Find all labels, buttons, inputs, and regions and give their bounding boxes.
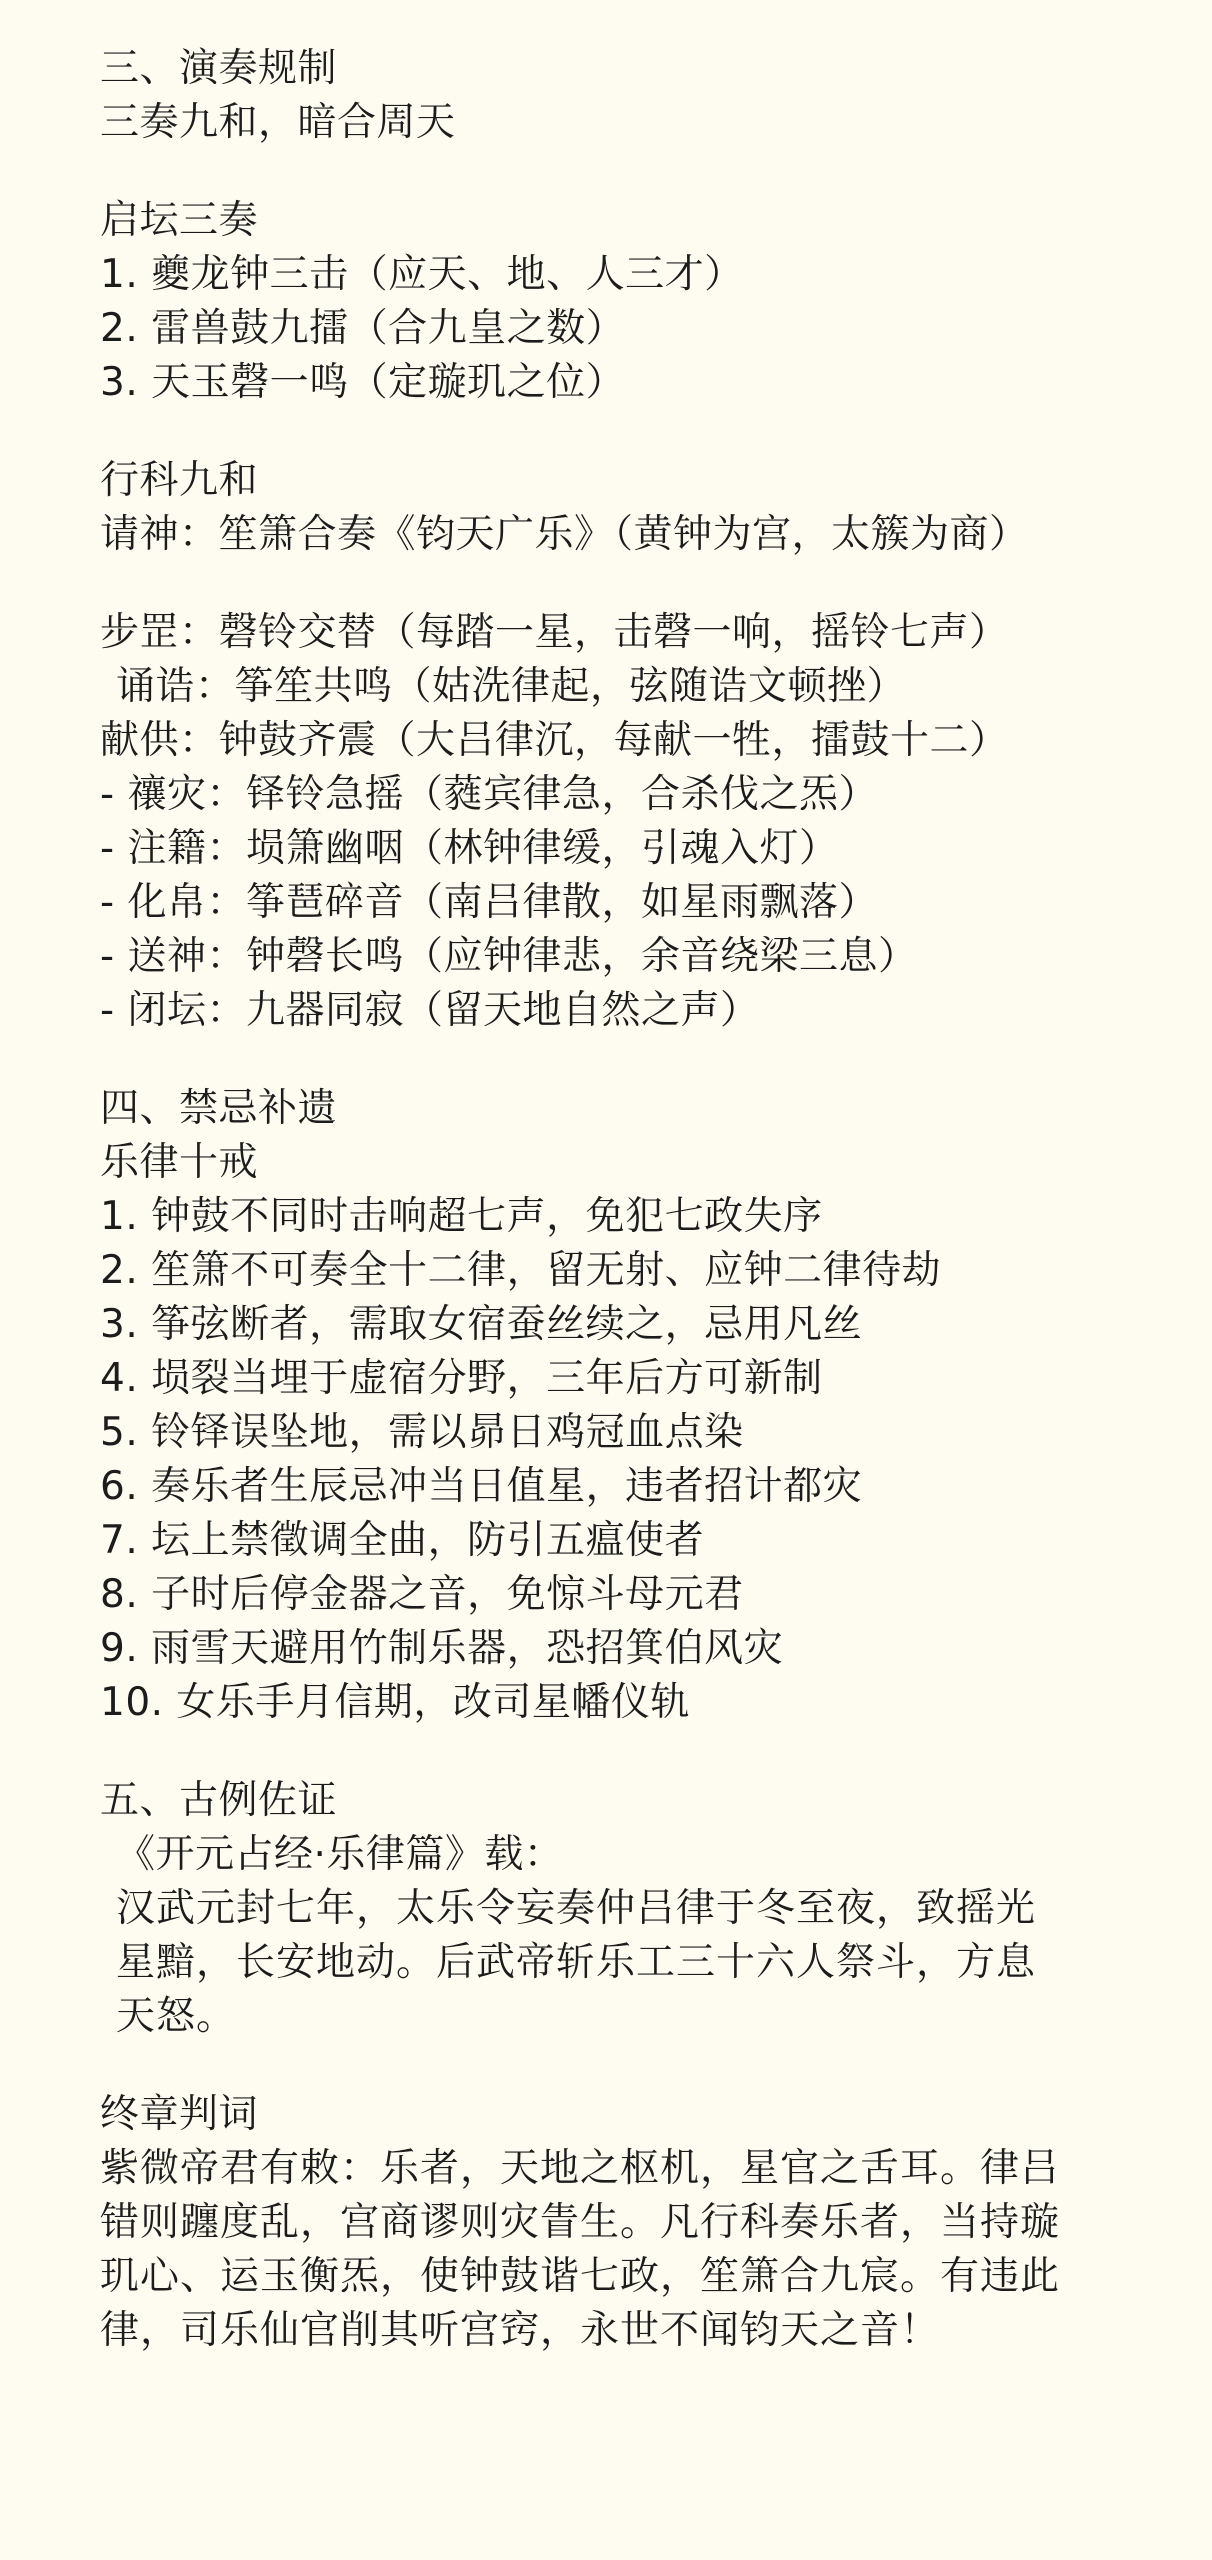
quote-text: 汉武元封七年，太乐令妄奏仲吕律于冬至夜，致摇光星黯，长安地动。后武帝斩乐工三十六人祭斗，方息天怒。 [116, 1886, 1037, 2039]
list-item: 10. 女乐手月信期，改司星幡仪轨 [100, 1680, 690, 1725]
subsection-heading: 行科九和 [100, 458, 259, 503]
list-item: - 送神：钟磬长鸣（应钟律悲，余音绕梁三息） [100, 934, 918, 979]
list-item: 6. 奏乐者生辰忌冲当日值星，违者招计都灾 [100, 1464, 863, 1509]
section-heading: 五、古例佐证 [100, 1778, 338, 1823]
list-item: 1. 钟鼓不同时击响超七声，免犯七政失序 [100, 1194, 823, 1239]
list-item: - 闭坛：九器同寂（留天地自然之声） [100, 988, 760, 1033]
spacer [100, 410, 1072, 454]
subsection-heading: 启坛三奏 [100, 198, 259, 243]
list-item: 1. 夔龙钟三击（应天、地、人三才） [100, 252, 744, 297]
list-item: 4. 埙裂当埋于虚宿分野，三年后方可新制 [100, 1356, 823, 1401]
list-item: 步罡：磬铃交替（每踏一星，击磬一响，摇铃七声） [100, 610, 1009, 655]
list-item: 5. 铃铎误坠地，需以昴日鸡冠血点染 [100, 1410, 744, 1455]
list-item: - 禳灾：铎铃急摇（蕤宾律急，合杀伐之炁） [100, 772, 878, 817]
list-item: 8. 子时后停金器之音，免惊斗母元君 [100, 1572, 744, 1617]
list-item: 献供：钟鼓齐震（大吕律沉，每献一牲，擂鼓十二） [100, 718, 1009, 763]
list-item: 3. 筝弦断者，需取女宿蚕丝续之，忌用凡丝 [100, 1302, 863, 1347]
section-subheading: 乐律十戒 [100, 1140, 259, 1185]
list-item: 2. 笙箫不可奏全十二律，留无射、应钟二律待劫 [100, 1248, 942, 1293]
section-heading: 三、演奏规制 [100, 46, 338, 91]
section-subheading: 三奏九和，暗合周天 [100, 100, 456, 145]
list-item: 诵诰：筝笙共鸣（姑洗律起，弦随诰文顿挫） [116, 664, 907, 709]
spacer [100, 1730, 1072, 1774]
list-item: 3. 天玉磬一鸣（定璇玑之位） [100, 360, 626, 405]
quote-source: 《开元占经·乐律篇》载： [116, 1832, 564, 1877]
spacer [100, 2044, 1072, 2088]
list-item: 9. 雨雪天避用竹制乐器，恐招箕伯风灾 [100, 1626, 784, 1671]
list-item: - 注籍：埙箫幽咽（林钟律缓，引魂入灯） [100, 826, 839, 871]
spacer [100, 1038, 1072, 1082]
final-text: 紫微帝君有敕：乐者，天地之枢机，星官之舌耳。律吕错则躔度乱，宫商谬则灾眚生。凡行科奏乐者，当持璇玑心、运玉衡炁，使钟鼓谐七政，笙箫合九宸。有违此律，司乐仙官削其听宫窍，永世不闻钧天之音！ [100, 2146, 1061, 2353]
section-heading: 终章判词 [100, 2092, 259, 2137]
section-heading: 四、禁忌补遗 [100, 1086, 338, 1131]
list-item: 请神：笙箫合奏《钧天广乐》（黄钟为宫，太簇为商） [100, 512, 1029, 557]
spacer [100, 150, 1072, 194]
list-item: - 化帛：筝琶碎音（南吕律散，如星雨飘落） [100, 880, 878, 925]
list-item: 7. 坛上禁徵调全曲，防引五瘟使者 [100, 1518, 705, 1563]
spacer [100, 562, 1072, 606]
list-item: 2. 雷兽鼓九擂（合九皇之数） [100, 306, 626, 351]
